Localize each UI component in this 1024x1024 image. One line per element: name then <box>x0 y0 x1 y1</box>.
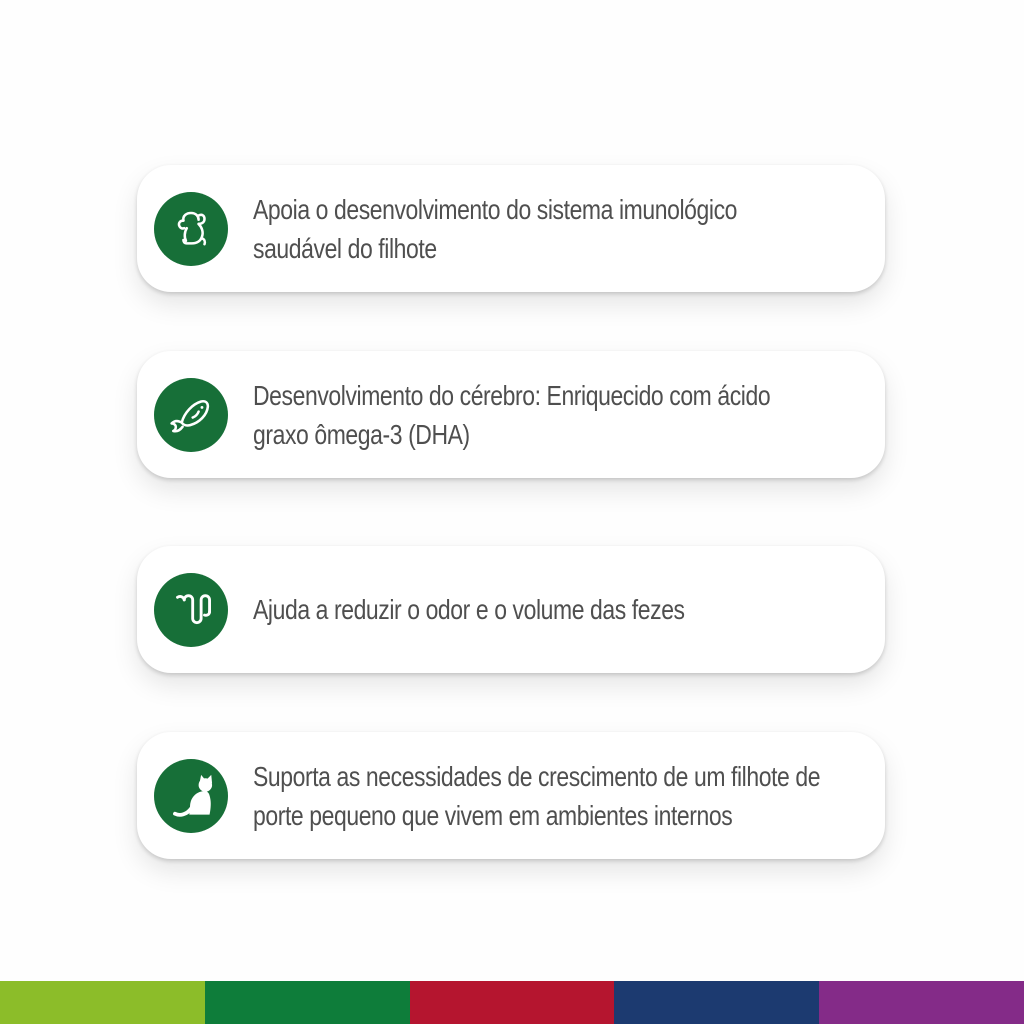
icon-circle <box>154 573 228 647</box>
brand-color-stripe <box>0 981 1024 1024</box>
stripe-segment-navy <box>614 981 819 1024</box>
stripe-segment-red <box>410 981 615 1024</box>
puppy-icon <box>164 202 218 256</box>
benefit-text-line: Apoia o desenvolvimento do sistema imunológico <box>253 193 738 225</box>
stripe-segment-lime <box>0 981 205 1024</box>
stripe-segment-green <box>205 981 410 1024</box>
benefit-text-line: Ajuda a reduzir o odor e o volume das fezes <box>253 594 685 625</box>
stripe-segment-purple <box>819 981 1024 1024</box>
benefit-text <box>253 590 685 629</box>
fish-icon <box>164 388 218 442</box>
icon-circle <box>154 378 228 452</box>
icon-circle <box>154 192 228 266</box>
benefit-card <box>137 546 885 673</box>
benefit-text-line: Suporta as necessidades de crescimento de um filhote de <box>253 760 821 792</box>
cat-icon <box>164 769 218 823</box>
benefit-card <box>137 351 885 478</box>
benefit-text <box>253 190 737 268</box>
benefit-text <box>253 757 820 835</box>
benefit-text-line: graxo ômega-3 (DHA) <box>253 418 470 450</box>
benefit-text-line: Desenvolvimento do cérebro: Enriquecido com ácido <box>253 379 771 411</box>
benefit-text-line: saudável do filhote <box>253 232 437 264</box>
icon-circle <box>154 759 228 833</box>
benefit-text <box>253 376 770 454</box>
benefit-card <box>137 732 885 859</box>
intestines-icon <box>164 583 218 637</box>
benefit-text-line: porte pequeno que vivem em ambientes internos <box>253 799 733 831</box>
benefit-card <box>137 165 885 292</box>
